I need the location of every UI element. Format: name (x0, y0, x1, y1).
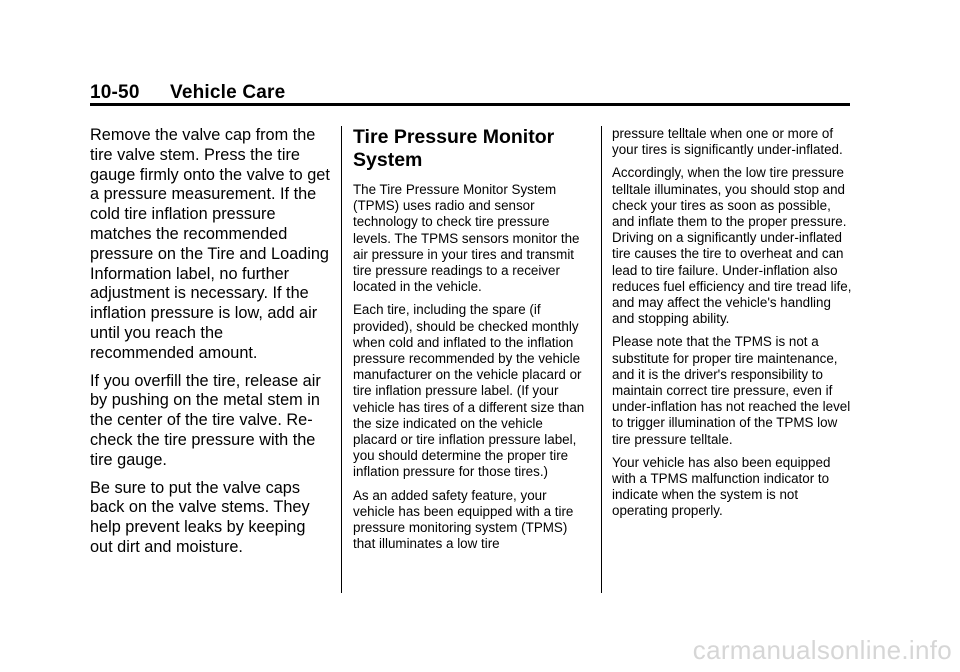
paragraph: pressure telltale when one or more of your tires is significantly under-inflated. (612, 126, 843, 158)
column-divider (601, 126, 602, 593)
column-right (612, 126, 852, 527)
section-heading: Tire Pressure Monitor System (353, 126, 555, 171)
paragraph: As an added safety feature, your vehicle has been equipped with a tire pressure monitoring system (TPMS) that illuminates a low tire (353, 487, 574, 552)
paragraph: Each tire, including the spare (if provided), should be checked monthly when cold and inflated to the inflation pressure recommended by the vehicle manufacturer on the vehicle placard or tire inflation pressure label. (If your vehicle has tires of a different size than the size indicated on the vehicle placard or tire inflation pressure label, you should determine the proper tire inflation pressure for those tires.) (353, 302, 585, 480)
page-number: 10-50 (90, 82, 140, 103)
page-header (90, 82, 285, 104)
watermark: carmanualsonline.info (692, 635, 952, 665)
column-left (90, 126, 330, 566)
section-title: Vehicle Care (170, 82, 286, 103)
paragraph: Accordingly, when the low tire pressure telltale illuminates, you should stop and check your tires as soon as possible, and inflate them to the proper pressure. Driving on a significantly under-inflated tire causes the tire to overheat and can lead to tire failure. Under-inflation also reduces fuel efficiency and tire tread life, and may affect the vehicle's handling and stopping ability. (612, 165, 852, 327)
paragraph: Please note that the TPMS is not a substitute for proper tire maintenance, and it is the driver's responsibility to maintain correct tire pressure, even if under-inflation has not reached the level to trigger illumination of the TPMS low tire pressure telltale. (612, 334, 851, 447)
paragraph: Be sure to put the valve caps back on the valve stems. They help prevent leaks by keeping out dirt and moisture. (90, 478, 310, 556)
paragraph: Your vehicle has also been equipped with a TPMS malfunction indicator to indicate when the system is not operating properly. (612, 454, 831, 519)
paragraph: If you overfill the tire, release air by pushing on the metal stem in the center of the tire valve. Re-check the tire pressure with the tire gauge. (90, 371, 321, 469)
header-rule (90, 103, 850, 106)
paragraph: Remove the valve cap from the tire valve stem. Press the tire gauge firmly onto the valve to get a pressure measurement. If the cold tire inflation pressure matches the recommended pressure on the Tire and Loading Information label, no further adjustment is necessary. If the inflation pressure is low, add air until you reach the recommended amount. (90, 126, 330, 362)
paragraph: The Tire Pressure Monitor System (TPMS) uses radio and sensor technology to check tire pressure levels. The TPMS sensors monitor the air pressure in your tires and transmit tire pressure readings to a receiver located in the vehicle. (353, 182, 580, 295)
column-divider (341, 126, 342, 593)
column-middle (353, 126, 589, 559)
